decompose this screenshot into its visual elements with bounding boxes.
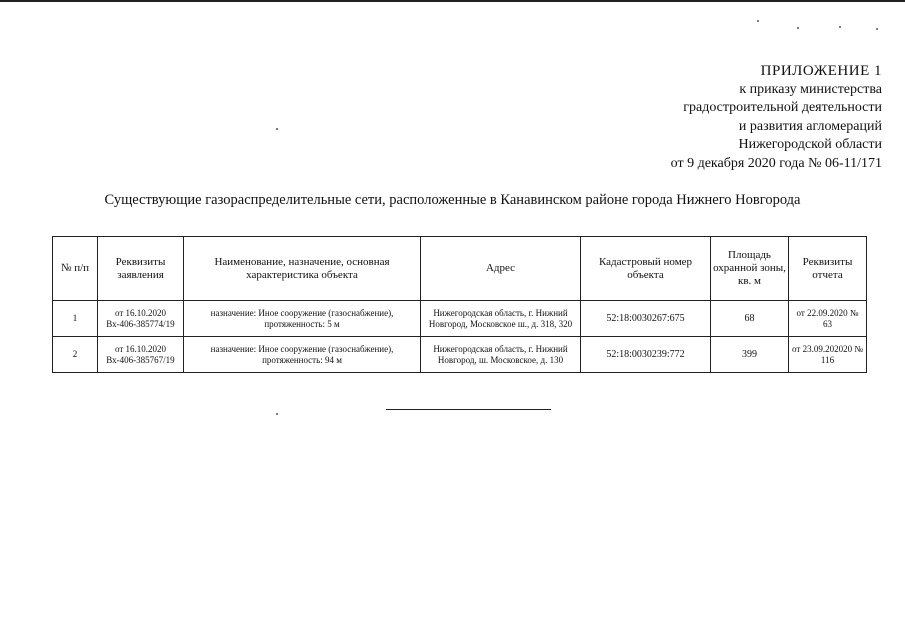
cell-num: 2 — [53, 337, 98, 373]
header-report: Реквизиты отчета — [789, 237, 867, 301]
cell-address: Нижегородская область, г. Нижний Новгород, ш. Московское, д. 130 — [421, 337, 581, 373]
scan-speck — [839, 26, 841, 28]
table-header-row — [53, 237, 867, 301]
appendix-line: и развития агломераций — [738, 118, 882, 134]
cell-num: 1 — [53, 301, 98, 337]
cell-description: назначение: Иное сооружение (газоснабжение), протяженность: 5 м — [184, 301, 421, 337]
scan-speck — [876, 28, 878, 30]
scan-speck — [797, 27, 799, 29]
registry-table — [52, 236, 867, 373]
table-row — [53, 301, 867, 337]
table-row — [53, 337, 867, 373]
header-address: Адрес — [421, 237, 581, 301]
cell-area: 399 — [711, 337, 789, 373]
header-cadastral: Кадастровый номер объекта — [581, 237, 711, 301]
scan-speck — [276, 128, 278, 130]
appendix-block — [671, 62, 882, 173]
cell-report: от 23.09.202020 № 116 — [789, 337, 867, 373]
header-description: Наименование, назначение, основная характеристика объекта — [184, 237, 421, 301]
cell-application: от 16.10.2020 Вх-406-385767/19 — [98, 337, 184, 373]
appendix-line: к приказу министерства — [739, 81, 882, 97]
header-application: Реквизиты заявления — [98, 237, 184, 301]
cell-report: от 22.09.2020 № 63 — [789, 301, 867, 337]
appendix-line: Нижегородской области — [738, 137, 882, 152]
header-area: Площадь охранной зоны, кв. м — [711, 237, 789, 301]
appendix-line: градостроительной деятельности — [683, 100, 882, 115]
cell-cadastral: 52:18:0030239:772 — [581, 337, 711, 373]
scan-speck — [276, 413, 278, 415]
document-title: Существующие газораспределительные сети, расположенные в Канавинском районе города Нижнего Новгорода — [104, 192, 801, 208]
cell-area: 68 — [711, 301, 789, 337]
appendix-line: от 9 декабря 2020 года № 06-11/171 — [670, 155, 882, 171]
header-num: № п/п — [53, 237, 98, 301]
cell-cadastral: 52:18:0030267:675 — [581, 301, 711, 337]
cell-description: назначение: Иное сооружение (газоснабжение), протяженность: 94 м — [184, 337, 421, 373]
scan-speck — [757, 20, 759, 22]
cell-address: Нижегородская область, г. Нижний Новгород, Московское ш., д. 318, 320 — [421, 301, 581, 337]
appendix-title: ПРИЛОЖЕНИЕ 1 — [760, 63, 882, 79]
signature-line — [386, 409, 551, 410]
scan-top-edge — [0, 0, 905, 2]
cell-application: от 16.10.2020 Вх-406-385774/19 — [98, 301, 184, 337]
